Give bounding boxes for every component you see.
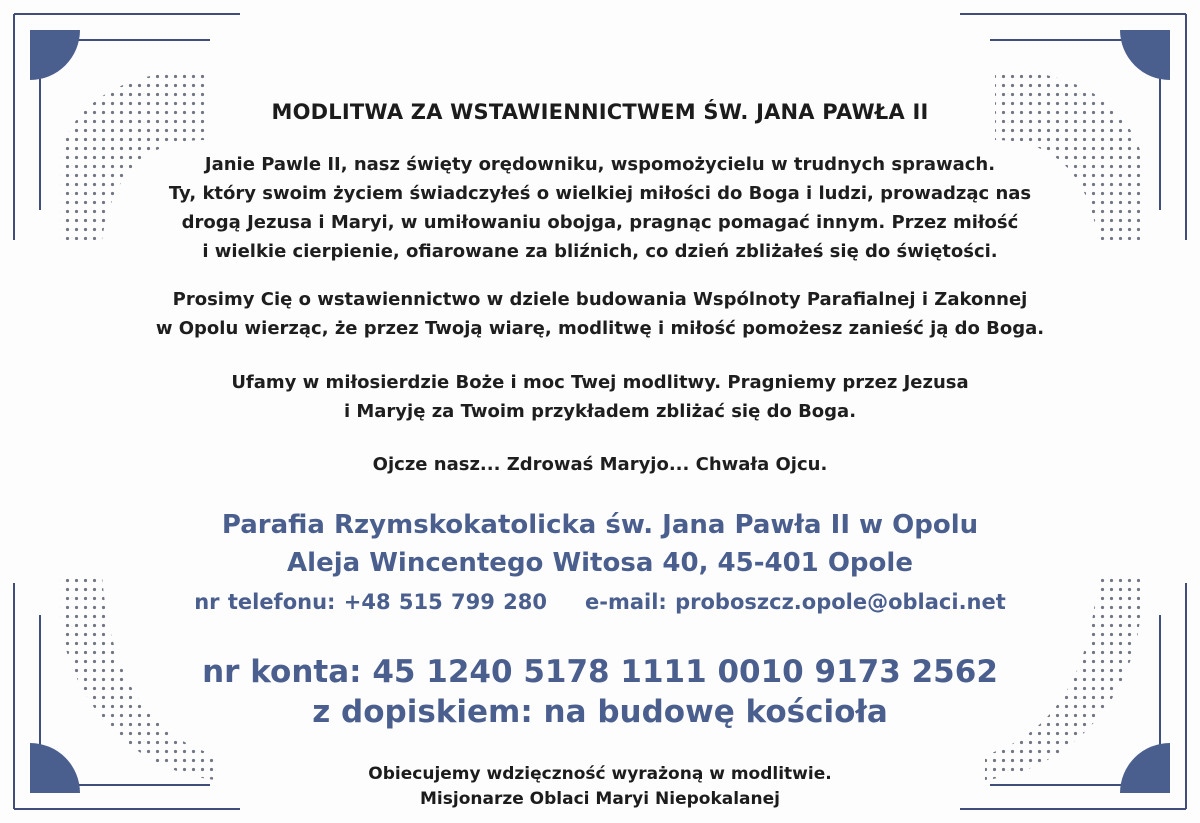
prayer-paragraph-1 (0, 150, 1200, 266)
parish-name: Parafia Rzymskokatolicka św. Jana Pawła II w Opolu (221, 510, 979, 540)
prayer-paragraph-2 (0, 285, 1200, 343)
prayer-line: Ty, który swoim życiem świadczyłeś o wielkiej miłości do Boga i ludzi, prowadząc nas (168, 183, 1032, 204)
prayer-line: i wielkie cierpienie, ofiarowane za bliźnich, co dzień zbliżałeś się do świętości. (202, 241, 998, 262)
prayer-line: Janie Pawle II, nasz święty orędowniku, wspomożycielu w trudnych sprawach. (204, 154, 996, 175)
corner-ornament-top-left (30, 30, 80, 80)
footer-line-2: Misjonarze Oblaci Maryi Niepokalanej (420, 789, 780, 809)
footer-line-1: Obiecujemy wdzięczność wyrażoną w modlitwie. (368, 764, 832, 784)
prayer-line: Prosimy Cię o wstawiennictwo w dziele budowania Wspólnoty Parafialnej i Zakonnej (172, 289, 1028, 310)
prayer-line: i Maryję za Twoim przykładem zbliżać się do Boga. (343, 401, 857, 422)
prayer-line: drogą Jezusa i Maryi, w umiłowaniu obojga, pragnąc pomagać innym. Przez miłość (181, 212, 1019, 233)
corner-ornament-top-right (1120, 30, 1170, 80)
parish-address: Aleja Wincentego Witosa 40, 45-401 Opole (287, 548, 913, 578)
email-address: e-mail: proboszcz.opole@oblaci.net (585, 590, 1006, 614)
prayer-line: w Opolu wierząc, że przez Twoją wiarę, modlitwę i miłość pomożesz zanieść ją do Boga. (155, 318, 1045, 339)
bank-account-number: nr konta: 45 1240 5178 1111 0010 9173 2562 (202, 654, 998, 690)
footer-signature (0, 762, 1200, 812)
transfer-note: z dopiskiem: na budowę kościoła (312, 694, 888, 730)
phone-number: nr telefonu: +48 515 799 280 (194, 590, 547, 614)
contact-line (0, 590, 1200, 614)
prayer-paragraph-3 (0, 368, 1200, 426)
prayer-title: MODLITWA ZA WSTAWIENNICTWEM ŚW. JANA PAWŁA II (271, 100, 929, 124)
closing-prayers: Ojcze nasz... Zdrowaś Maryjo... Chwała Ojcu. (372, 454, 828, 475)
prayer-line: Ufamy w miłosierdzie Boże i moc Twej modlitwy. Pragniemy przez Jezusa (231, 372, 969, 393)
